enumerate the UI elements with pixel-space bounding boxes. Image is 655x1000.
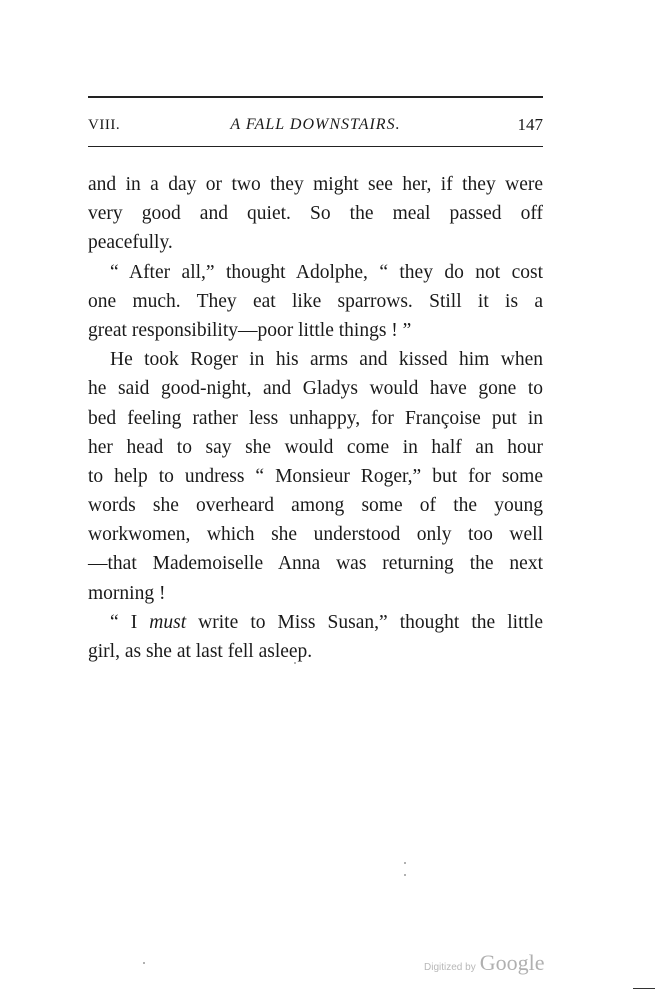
digitized-watermark bbox=[424, 950, 544, 980]
body-text bbox=[88, 170, 543, 666]
page-number: 147 bbox=[517, 115, 543, 134]
text-line: bed feeling rather less unhappy, for Françoise put in bbox=[88, 407, 543, 429]
text-line: to help to undress “ Monsieur Roger,” but for some bbox=[88, 465, 543, 487]
paper-speck bbox=[294, 662, 296, 664]
text-line: very good and quiet. So the meal passed off bbox=[88, 203, 543, 225]
chapter-title: A FALL DOWNSTAIRS. bbox=[230, 116, 401, 133]
header-rule-bottom bbox=[88, 146, 543, 147]
header-rule-top bbox=[88, 96, 543, 98]
paper-speck bbox=[143, 962, 145, 964]
text-line: her head to say she would come in half an hour bbox=[88, 436, 543, 458]
chapter-number: VIII. bbox=[88, 117, 121, 133]
running-head bbox=[88, 112, 543, 138]
text-line: —that Mademoiselle Anna was returning the next bbox=[88, 553, 543, 575]
text-line: words she overheard among some of the young bbox=[88, 495, 543, 517]
text-line: morning ! bbox=[88, 582, 166, 604]
text-line: “ After all,” thought Adolphe, “ they do not cost bbox=[110, 261, 543, 283]
paper-speck bbox=[404, 862, 406, 864]
text-line: He took Roger in his arms and kissed him when bbox=[110, 349, 543, 371]
digitized-label: Digitized by bbox=[424, 962, 476, 973]
google-logo: Google bbox=[479, 950, 545, 975]
text-line: and in a day or two they might see her, if they were bbox=[88, 174, 543, 195]
text-line: workwomen, which she understood only too well bbox=[88, 524, 543, 546]
edge-rule bbox=[633, 988, 655, 989]
quote-rest-fragment: write to Miss Susan,” thought the little bbox=[186, 611, 543, 633]
text-line: great responsibility—poor little things ! ” bbox=[88, 319, 412, 341]
text-line: one much. They eat like sparrows. Still it is a bbox=[88, 290, 543, 312]
quote-open-fragment: “ I bbox=[110, 611, 150, 633]
text-line: peacefully. bbox=[88, 232, 173, 254]
text-line: he said good-night, and Gladys would have gone to bbox=[88, 378, 543, 400]
text-line: girl, as she at last fell asleep. bbox=[88, 641, 313, 662]
emphasis-fragment: must bbox=[149, 611, 187, 633]
text-line bbox=[88, 608, 543, 637]
paper-speck bbox=[404, 874, 406, 876]
